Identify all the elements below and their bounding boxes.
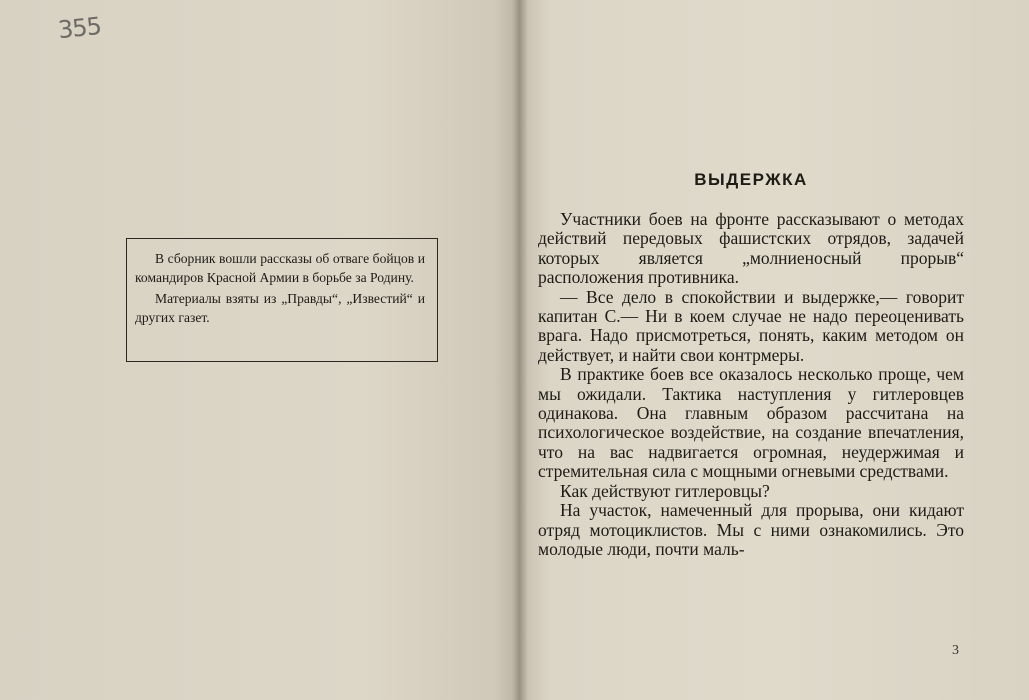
article-paragraph: Как действуют гитлеровцы? xyxy=(560,480,770,501)
abstract-paragraph-1: В сборник вошли рассказы об отваге бойцов и командиров Красной Армии в борьбе за Родину. xyxy=(135,251,425,285)
abstract-paragraph-2: Материалы взяты из „Правды“, „Известий“ и других газет. xyxy=(135,291,425,325)
article-title: ВЫДЕРЖКА xyxy=(694,170,808,189)
article-paragraph: На участок, намеченный для прорыва, они кидают отряд мотоциклистов. Мы с ними ознакомились. Это молодые люди, почти маль- xyxy=(538,500,964,559)
article-paragraph: В практике боев все оказалось несколько проще, чем мы ожидали. Тактика наступления у гитлеровцев одинакова. Она главным образом рассчитана на психологическое воздействие, на создание впечатления, что на вас надвигается огромная, неудержимая и стремительная сила с мощными огневыми средствами. xyxy=(538,364,964,482)
article-paragraph: — Все дело в спокойствии и выдержке,— говорит капитан С.— Ни в коем случае не надо переоценивать врага. Надо присмотреться, понять, каким методом он действует, и найти свои контрмеры. xyxy=(538,286,964,365)
book-gutter xyxy=(512,0,528,700)
article-body xyxy=(538,210,964,559)
handwritten-number: 355 xyxy=(56,11,103,45)
article xyxy=(538,170,964,559)
page-number: 3 xyxy=(952,643,959,658)
article-paragraph: Участники боев на фронте рассказывают о методах действий передовых фашистских отрядов, задачей которых является „молниеносный прорыв“ расположения противника. xyxy=(538,209,964,288)
abstract-text xyxy=(135,249,425,327)
abstract-box xyxy=(126,238,438,362)
